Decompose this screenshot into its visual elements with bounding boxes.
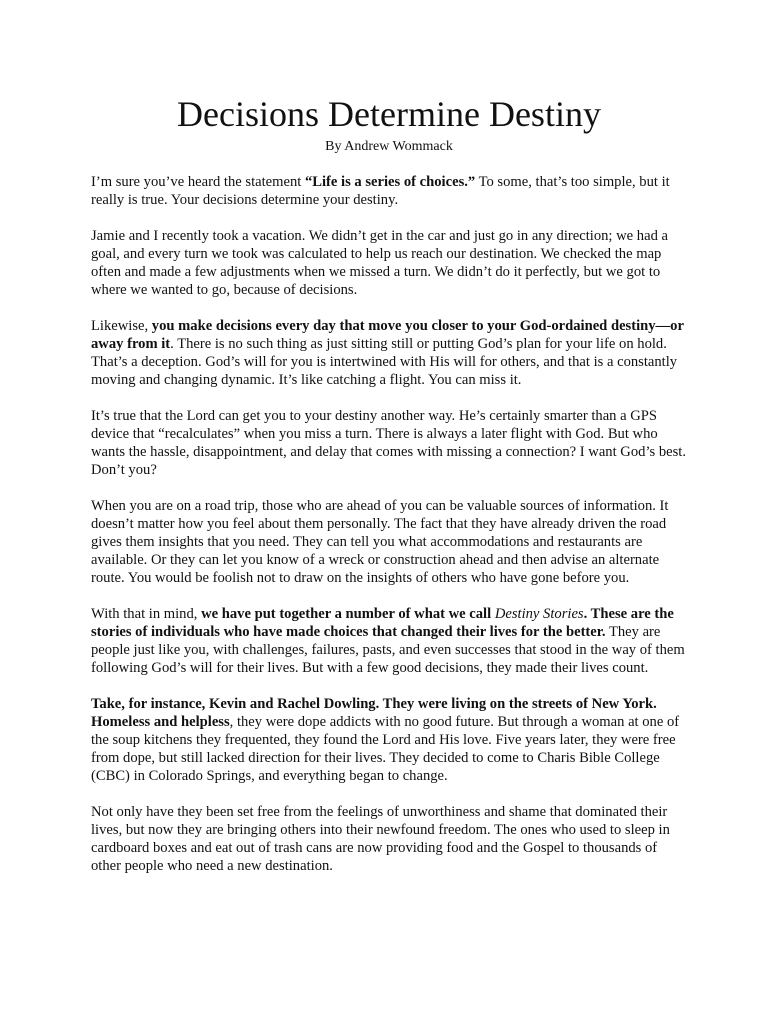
- document-body: [91, 173, 687, 875]
- paragraph-text: I’m sure you’ve heard the statement: [91, 174, 305, 190]
- paragraph-text: When you are on a road trip, those who are ahead of you can be valuable sources of information. It doesn’t matter how you feel about them personally. The fact that they have already driven the road gives them insights that you need. They can tell you what accommodations and restaurants are available. Or they can let you know of a wreck or construction ahead and then advise an alternate route. You would be foolish not to draw on the insights of others who have gone before you.: [91, 498, 669, 586]
- body-paragraph: [91, 227, 687, 299]
- bold-text: “Life is a series of choices.”: [304, 174, 476, 190]
- document-title: Decisions Determine Destiny: [177, 94, 601, 134]
- body-paragraph: [91, 605, 687, 677]
- paragraph-text: It’s true that the Lord can get you to your destiny another way. He’s certainly smarter than a GPS device that “recalculates” when you miss a turn. There is always a later flight with God. But who wants the hassle, disappointment, and delay that comes with missing a connection? I want God’s best. Don’t you?: [91, 408, 686, 478]
- body-paragraph: [91, 407, 687, 479]
- bold-text: you make decisions every day that move you closer to your God-ordained destiny—or away from it: [91, 318, 684, 352]
- bold-text: Take, for instance, Kevin and Rachel Dowling. They were living on the streets of New York. Homeless and helpless: [91, 696, 657, 730]
- body-paragraph: [91, 317, 687, 389]
- paragraph-text: To some, that’s too simple, but it really is true. Your decisions determine your destiny.: [91, 174, 670, 208]
- body-paragraph: [91, 173, 687, 209]
- body-paragraph: [91, 803, 687, 875]
- italic-text: Destiny Stories: [494, 606, 584, 622]
- paragraph-text: Jamie and I recently took a vacation. We didn’t get in the car and just go in any direction; we had a goal, and every turn we took was calculated to help us reach our destination. We checked the map often and made a few adjustments when we missed a turn. We didn’t do it perfectly, but we got to where we wanted to go, because of decisions.: [91, 228, 668, 298]
- paragraph-text: , they were dope addicts with no good future. But through a woman at one of the soup kitchens they frequented, they found the Lord and His love. Five years later, they were free from dope, but still lacked direction for their lives. They decided to come to Charis Bible College (CBC) in Colorado Springs, and everything began to change.: [91, 714, 680, 784]
- bold-text: . These are the stories of individuals who have made choices that changed their lives for the better.: [91, 606, 674, 640]
- paragraph-text: Not only have they been set free from the feelings of unworthiness and shame that dominated their lives, but now they are bringing others into their newfound freedom. The ones who used to sleep in cardboard boxes and eat out of trash cans are now providing food and the Gospel to thousands of other people who need a new destination.: [91, 804, 670, 874]
- paragraph-text: They are people just like you, with challenges, failures, pasts, and even successes that stood in the way of them following God’s will for their lives. But with a few good decisions, they made their lives count.: [91, 624, 685, 676]
- document-byline: By Andrew Wommack: [325, 139, 453, 154]
- document-page: [91, 92, 687, 893]
- paragraph-text: Likewise,: [91, 318, 152, 334]
- body-paragraph: [91, 695, 687, 785]
- body-paragraph: [91, 497, 687, 587]
- paragraph-text: With that in mind,: [91, 606, 202, 622]
- bold-text: we have put together a number of what we call: [201, 606, 495, 622]
- paragraph-text: . There is no such thing as just sitting still or putting God’s plan for your life on hold. That’s a deception. God’s will for you is intertwined with His will for others, and that is a constantly moving and changing dynamic. It’s like catching a flight. You can miss it.: [91, 336, 678, 388]
